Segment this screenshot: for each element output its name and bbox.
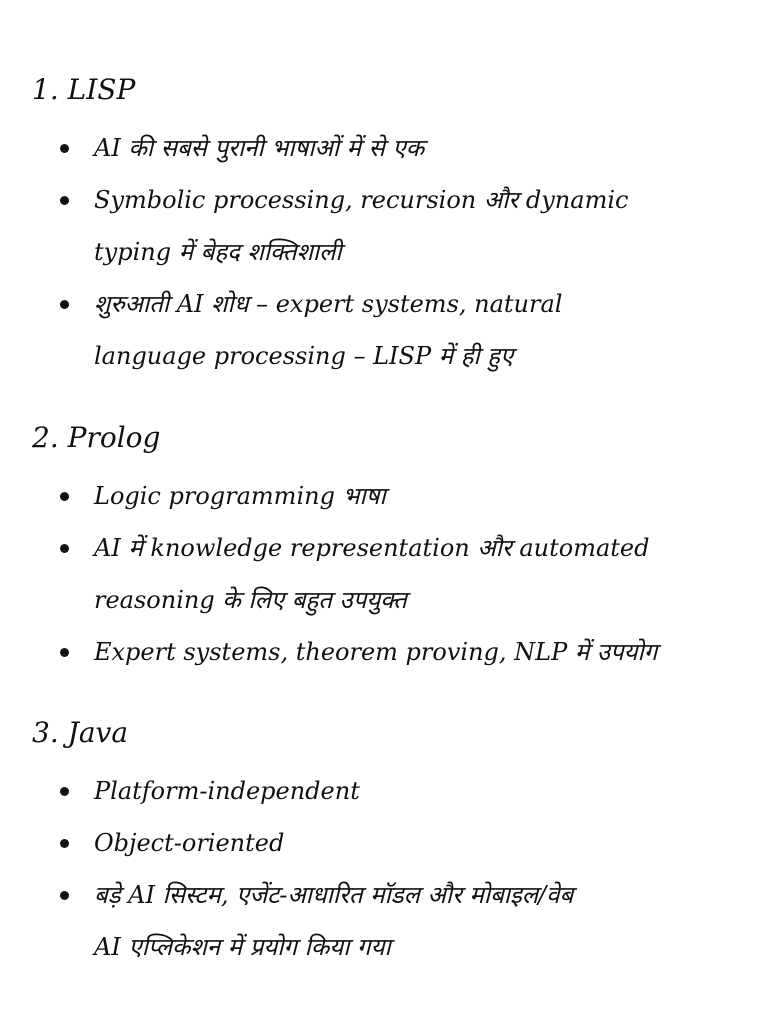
list-item [32, 470, 734, 522]
list-item [32, 522, 734, 626]
section-prolog [32, 420, 732, 678]
section-heading: 2. Prolog [32, 421, 161, 454]
list-item [32, 869, 734, 973]
list-item-line: AI की सबसे पुरानी भाषाओं में से एक [94, 134, 425, 162]
list-item-line: Object-oriented [94, 829, 285, 857]
section-java [32, 715, 732, 973]
bullet-list [32, 765, 732, 973]
list-item-line: Platform-independent [94, 777, 360, 805]
list-item-line: AI में knowledge representation और automated [94, 534, 650, 562]
list-item-line: reasoning के लिए बहुत उपयुक्त [94, 586, 407, 614]
list-item [32, 174, 734, 278]
list-item-line: typing में बेहद शक्तिशाली [94, 238, 342, 266]
section-lisp [32, 72, 732, 382]
list-item-line: AI एप्लिकेशन में प्रयोग किया गया [94, 933, 391, 961]
list-item-line: शुरुआती AI शोध – expert systems, natural [94, 290, 563, 318]
list-item-line: बड़े AI सिस्टम, एजेंट-आधारित मॉडल और मोबाइल/वेब [94, 881, 574, 909]
list-item [32, 817, 734, 869]
section-heading: 3. Java [32, 716, 129, 749]
list-item [32, 765, 734, 817]
list-item [32, 278, 734, 382]
section-heading: 1. LISP [32, 73, 136, 106]
list-item-line: Logic programming भाषा [94, 482, 386, 510]
list-item [32, 122, 734, 174]
list-item-line: language processing – LISP में ही हुए [94, 342, 514, 370]
list-item [32, 626, 734, 678]
bullet-list [32, 122, 732, 382]
list-item-line: Symbolic processing, recursion और dynamic [94, 186, 629, 214]
bullet-list [32, 470, 732, 678]
list-item-line: Expert systems, theorem proving, NLP में उपयोग [94, 638, 658, 666]
